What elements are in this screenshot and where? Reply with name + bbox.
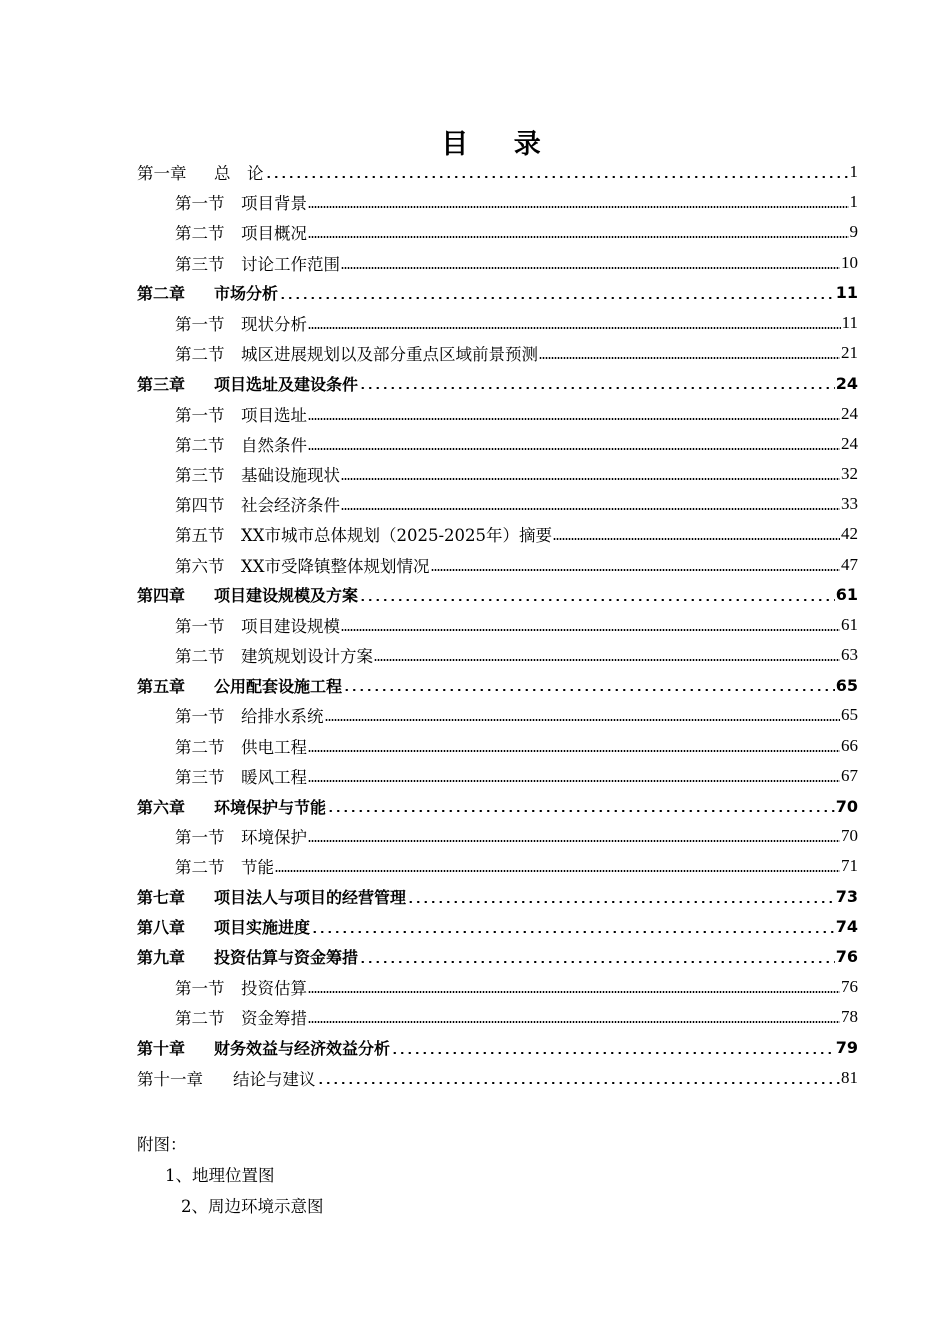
- toc-entry-number: 第四章: [137, 586, 186, 606]
- toc-section-entry[interactable]: [137, 972, 858, 1002]
- toc-dot-leader: [341, 629, 840, 631]
- toc-entry-title: XX市城市总体规划（2025-2025年）摘要: [241, 526, 553, 546]
- toc-entry-label: [137, 281, 278, 304]
- toc-entry-number: 第三节: [175, 465, 225, 485]
- toc-entry-title: 给排水系统: [241, 707, 324, 727]
- toc-page-number: 71: [841, 856, 858, 876]
- toc-entry-title: 总 论: [214, 164, 264, 184]
- appendix-item: 2、周边环境示意图: [181, 1197, 324, 1216]
- toc-entry-number: 第二节: [175, 737, 225, 757]
- appendix-item: 1、地理位置图: [165, 1166, 275, 1185]
- toc-dot-leader: [308, 750, 840, 752]
- toc-entry-number: 第四节: [175, 496, 225, 516]
- toc-dot-leader: [341, 267, 840, 269]
- toc-entry-title: 结论与建议: [233, 1069, 316, 1089]
- toc-entry-title: 节能: [241, 858, 274, 878]
- toc-entry-number: 第一节: [175, 315, 225, 335]
- toc-section-entry[interactable]: [137, 217, 858, 247]
- toc-dot-leader: [311, 931, 835, 933]
- toc-section-entry[interactable]: [137, 640, 858, 670]
- toc-entry-label: [175, 492, 340, 516]
- toc-dot-leader: [308, 1021, 840, 1023]
- toc-entry-title: 讨论工作范围: [241, 254, 340, 274]
- toc-entry-title: 投资估算与资金筹措: [214, 948, 359, 968]
- toc-entry-title: 基础设施现状: [241, 465, 340, 485]
- toc-page-number: 67: [841, 765, 858, 785]
- toc-entry-label: [175, 402, 307, 426]
- toc-entry-label: [175, 251, 340, 275]
- toc-entry-title: 项目选址: [241, 405, 307, 425]
- toc-dot-leader: [327, 810, 835, 812]
- toc-dot-leader: [308, 780, 840, 782]
- toc-entry-title: 建筑规划设计方案: [241, 647, 373, 667]
- toc-section-entry[interactable]: [137, 519, 858, 549]
- toc-entry-number: 第十一章: [137, 1069, 203, 1089]
- toc-page-number: 70: [835, 796, 858, 816]
- toc-page-number: 9: [849, 222, 858, 242]
- page-title: 目 录: [441, 129, 559, 160]
- toc-entry-title: 公用配套设施工程: [214, 676, 343, 696]
- toc-page-number: 65: [841, 705, 858, 725]
- toc-entry-number: 第二节: [175, 224, 225, 244]
- toc-entry-title: 现状分析: [241, 315, 307, 335]
- toc-entry-label: [175, 975, 307, 999]
- toc-section-entry[interactable]: [137, 248, 858, 278]
- toc-entry-label: [175, 643, 373, 667]
- toc-entry-number: 第九章: [137, 948, 186, 968]
- appendix: [137, 1130, 324, 1222]
- toc-chapter-entry[interactable]: [137, 580, 858, 610]
- toc-page-number: 32: [841, 463, 858, 483]
- toc-entry-number: 第一节: [175, 616, 225, 636]
- toc-section-entry[interactable]: [137, 459, 858, 489]
- toc-entry-label: [175, 190, 307, 214]
- toc-section-entry[interactable]: [137, 610, 858, 640]
- toc-page-number: 61: [835, 585, 858, 605]
- toc-dot-leader: [407, 901, 835, 903]
- toc-section-entry[interactable]: [137, 549, 858, 579]
- toc-entry-label: [175, 432, 307, 456]
- toc-entry-number: 第二节: [175, 435, 225, 455]
- toc-entry-label: [175, 462, 340, 486]
- appendix-heading: 附图：: [137, 1135, 187, 1154]
- toc-entry-number: 第二章: [137, 284, 186, 304]
- toc-dot-leader: [391, 1052, 835, 1054]
- toc-entry-label: [175, 854, 274, 878]
- toc-entry-number: 第十章: [137, 1039, 186, 1059]
- toc-page-number: 24: [841, 403, 858, 423]
- toc-dot-leader: [275, 870, 840, 872]
- toc-entry-number: 第八章: [137, 918, 186, 938]
- toc-dot-leader: [374, 659, 840, 661]
- toc-chapter-entry[interactable]: [137, 1032, 858, 1062]
- toc-entry-title: 城区进展规划以及部分重点区域前景预测: [241, 345, 538, 365]
- toc-page-number: 61: [841, 614, 858, 634]
- toc-entry-label: [175, 522, 552, 546]
- toc-page-number: 47: [841, 554, 858, 574]
- toc-entry-title: 项目建设规模: [241, 616, 340, 636]
- toc-entry-title: 项目法人与项目的经营管理: [214, 888, 407, 908]
- toc-entry-label: [175, 341, 538, 365]
- toc-entry-title: 市场分析: [214, 284, 279, 304]
- toc-page-number: 24: [835, 373, 858, 393]
- toc-entry-number: 第一节: [175, 828, 225, 848]
- toc-dot-leader: [359, 599, 835, 601]
- toc-section-entry[interactable]: [137, 399, 858, 429]
- table-of-contents: [137, 157, 858, 1093]
- toc-dot-leader: [308, 840, 840, 842]
- toc-entry-label: [137, 160, 264, 184]
- toc-entry-number: 第一节: [175, 194, 225, 214]
- toc-entry-title: 资金筹措: [241, 1009, 307, 1029]
- toc-entry-number: 第二节: [175, 1009, 225, 1029]
- toc-chapter-entry[interactable]: [137, 157, 858, 187]
- toc-chapter-entry[interactable]: [137, 791, 858, 821]
- toc-dot-leader: [308, 327, 841, 329]
- toc-dot-leader: [325, 719, 841, 721]
- toc-dot-leader: [553, 538, 840, 540]
- toc-entry-number: 第一节: [175, 979, 225, 999]
- toc-page-number: 21: [841, 343, 858, 363]
- toc-entry-title: 供电工程: [241, 737, 307, 757]
- toc-page-number: 63: [841, 645, 858, 665]
- toc-chapter-entry[interactable]: [137, 942, 858, 972]
- toc-section-entry[interactable]: [137, 338, 858, 368]
- toc-entry-number: 第五章: [137, 676, 186, 696]
- toc-entry-label: [175, 703, 324, 727]
- toc-entry-number: 第二节: [175, 345, 225, 365]
- toc-page-number: 70: [841, 826, 858, 846]
- toc-entry-title: 暖风工程: [241, 767, 307, 787]
- toc-page-number: 11: [835, 283, 858, 303]
- toc-entry-label: [137, 1066, 316, 1090]
- toc-dot-leader: [431, 569, 841, 571]
- toc-chapter-entry[interactable]: [137, 912, 858, 942]
- toc-section-entry[interactable]: [137, 761, 858, 791]
- toc-entry-label: [175, 764, 307, 788]
- toc-dot-leader: [341, 508, 840, 510]
- toc-section-entry[interactable]: [137, 851, 858, 881]
- toc-chapter-entry[interactable]: [137, 1063, 858, 1093]
- toc-page-number: 76: [835, 947, 858, 967]
- toc-page-number: 24: [841, 433, 858, 453]
- toc-page-number: 33: [841, 494, 858, 514]
- toc-page-number: 73: [835, 887, 858, 907]
- toc-entry-label: [137, 674, 342, 697]
- toc-dot-leader: [317, 1082, 841, 1084]
- toc-section-entry[interactable]: [137, 187, 858, 217]
- toc-entry-number: 第一节: [175, 405, 225, 425]
- toc-section-entry[interactable]: [137, 731, 858, 761]
- toc-entry-label: [137, 1036, 390, 1059]
- toc-entry-title: 项目背景: [241, 194, 307, 214]
- toc-page-number: 76: [841, 977, 858, 997]
- toc-page-number: 10: [841, 252, 858, 272]
- toc-entry-label: [175, 1005, 307, 1029]
- toc-page-number: 66: [841, 735, 858, 755]
- toc-entry-number: 第七章: [137, 888, 186, 908]
- toc-dot-leader: [308, 418, 840, 420]
- toc-dot-leader: [308, 991, 840, 993]
- toc-dot-leader: [343, 689, 835, 691]
- toc-page-number: 74: [835, 917, 858, 937]
- toc-chapter-entry[interactable]: [137, 278, 858, 308]
- toc-entry-title: 项目概况: [241, 224, 307, 244]
- toc-entry-title: XX市受降镇整体规划情况: [241, 556, 430, 576]
- toc-entry-title: 自然条件: [241, 435, 307, 455]
- toc-entry-number: 第五节: [175, 526, 225, 546]
- toc-entry-label: [137, 915, 310, 938]
- toc-entry-label: [137, 885, 406, 908]
- toc-page-number: 1: [849, 192, 858, 212]
- toc-entry-number: 第一节: [175, 707, 225, 727]
- toc-entry-label: [137, 795, 326, 818]
- toc-entry-title: 环境保护: [241, 828, 307, 848]
- toc-dot-leader: [359, 387, 835, 389]
- toc-entry-label: [137, 372, 358, 395]
- toc-entry-label: [137, 583, 358, 606]
- toc-dot-leader: [308, 206, 849, 208]
- toc-page-number: 81: [841, 1067, 858, 1087]
- toc-entry-number: 第三节: [175, 254, 225, 274]
- toc-dot-leader: [539, 357, 840, 359]
- toc-page-number: 79: [835, 1038, 858, 1058]
- toc-entry-label: [175, 220, 307, 244]
- toc-section-entry[interactable]: [137, 429, 858, 459]
- toc-entry-title: 环境保护与节能: [214, 797, 327, 817]
- toc-entry-label: [175, 311, 307, 335]
- toc-entry-number: 第二节: [175, 647, 225, 667]
- toc-section-entry[interactable]: [137, 489, 858, 519]
- toc-entry-number: 第六章: [137, 797, 186, 817]
- toc-chapter-entry[interactable]: [137, 882, 858, 912]
- toc-dot-leader: [359, 961, 835, 963]
- toc-entry-title: 投资估算: [241, 979, 307, 999]
- toc-section-entry[interactable]: [137, 821, 858, 851]
- toc-entry-label: [137, 945, 358, 968]
- toc-entry-number: 第二节: [175, 858, 225, 878]
- toc-page-number: 1: [849, 162, 858, 182]
- toc-entry-number: 第三章: [137, 374, 186, 394]
- toc-entry-title: 项目实施进度: [214, 918, 311, 938]
- toc-dot-leader: [279, 297, 835, 299]
- toc-section-entry[interactable]: [137, 1002, 858, 1032]
- toc-entry-title: 财务效益与经济效益分析: [214, 1039, 391, 1059]
- toc-entry-label: [175, 734, 307, 758]
- toc-dot-leader: [341, 478, 840, 480]
- toc-section-entry[interactable]: [137, 308, 858, 338]
- toc-dot-leader: [265, 176, 849, 178]
- toc-dot-leader: [308, 448, 840, 450]
- toc-entry-label: [175, 553, 430, 577]
- toc-section-entry[interactable]: [137, 700, 858, 730]
- toc-page-number: 42: [841, 524, 858, 544]
- toc-entry-title: 社会经济条件: [241, 496, 340, 516]
- toc-chapter-entry[interactable]: [137, 670, 858, 700]
- toc-entry-number: 第三节: [175, 767, 225, 787]
- toc-entry-number: 第六节: [175, 556, 225, 576]
- toc-entry-label: [175, 613, 340, 637]
- toc-page-number: 78: [841, 1007, 858, 1027]
- toc-chapter-entry[interactable]: [137, 368, 858, 398]
- toc-entry-number: 第一章: [137, 164, 187, 184]
- toc-page-number: 65: [835, 675, 858, 695]
- toc-entry-title: 项目选址及建设条件: [214, 374, 359, 394]
- toc-entry-label: [175, 824, 307, 848]
- toc-page-number: 11: [841, 313, 858, 333]
- toc-dot-leader: [308, 236, 849, 238]
- toc-entry-title: 项目建设规模及方案: [214, 586, 359, 606]
